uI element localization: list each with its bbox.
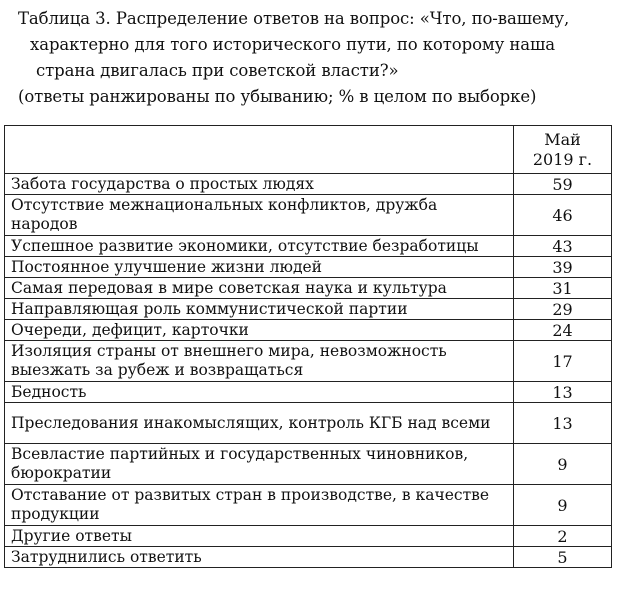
row-value: 59: [514, 174, 612, 195]
row-label: Направляющая роль коммунистической партии: [5, 299, 514, 320]
caption-line-2: характерно для того исторического пути, по которому наша: [30, 35, 556, 54]
row-value: 9: [514, 444, 612, 485]
caption-line-3: страна двигалась при советской власти?»: [36, 61, 399, 80]
table-row: [5, 257, 612, 278]
table-row: [5, 299, 612, 320]
row-label: Очереди, дефицит, карточки: [5, 320, 514, 341]
table-row: [5, 278, 612, 299]
row-value: 13: [514, 403, 612, 444]
row-label: Постоянное улучшение жизни людей: [5, 257, 514, 278]
caption-line-4: (ответы ранжированы по убыванию; % в целом по выборке): [18, 87, 537, 106]
table-row: [5, 382, 612, 403]
row-value: 9: [514, 485, 612, 526]
row-value: 24: [514, 320, 612, 341]
table-row: [5, 485, 612, 526]
header-year: 2019 г.: [532, 150, 593, 169]
table-row: [5, 444, 612, 485]
survey-table: [4, 125, 612, 568]
row-value: 46: [514, 195, 612, 236]
row-label: Затруднились ответить: [5, 547, 514, 568]
table-row: [5, 526, 612, 547]
row-value: 17: [514, 341, 612, 382]
header-month: Май: [544, 130, 581, 149]
table-row: [5, 195, 612, 236]
caption-line-1: Таблица 3. Распределение ответов на вопрос: «Что, по-вашему,: [18, 9, 570, 28]
row-value: 31: [514, 278, 612, 299]
row-label: Изоляция страны от внешнего мира, невозможность выезжать за рубеж и возвращаться: [5, 341, 514, 382]
table-row: [5, 403, 612, 444]
header-empty-cell: [5, 126, 514, 174]
table-row: [5, 236, 612, 257]
row-value: 43: [514, 236, 612, 257]
table-row: [5, 547, 612, 568]
row-label: Преследования инакомыслящих, контроль КГБ над всеми: [5, 403, 514, 444]
row-value: 2: [514, 526, 612, 547]
row-label: Успешное развитие экономики, отсутствие безработицы: [5, 236, 514, 257]
row-value: 39: [514, 257, 612, 278]
table-row: [5, 174, 612, 195]
row-label: Отсутствие межнациональных конфликтов, дружба народов: [5, 195, 514, 236]
table-row: [5, 341, 612, 382]
row-label: Другие ответы: [5, 526, 514, 547]
row-label: Самая передовая в мире советская наука и культура: [5, 278, 514, 299]
row-value: 13: [514, 382, 612, 403]
row-label: Всевластие партийных и государственных чиновников, бюрократии: [5, 444, 514, 485]
table-header-row: [5, 126, 612, 174]
table-row: [5, 320, 612, 341]
row-label: Забота государства о простых людях: [5, 174, 514, 195]
row-label: Отставание от развитых стран в производстве, в качестве продукции: [5, 485, 514, 526]
row-value: 29: [514, 299, 612, 320]
header-date-cell: [514, 126, 612, 174]
row-label: Бедность: [5, 382, 514, 403]
row-value: 5: [514, 547, 612, 568]
table-caption: [14, 6, 614, 110]
